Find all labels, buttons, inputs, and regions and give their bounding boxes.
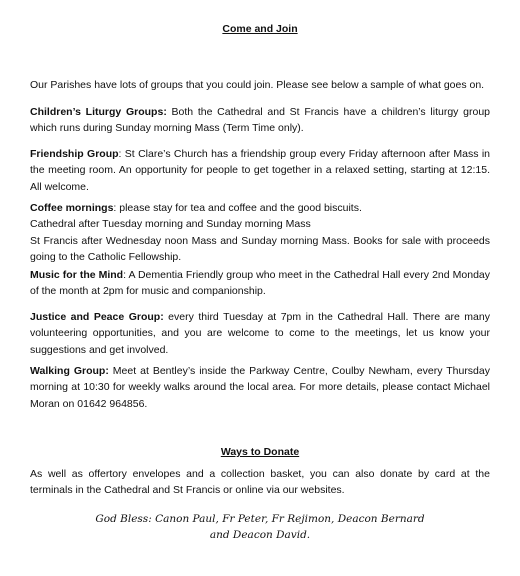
ways-to-donate-title: Ways to Donate xyxy=(220,446,300,458)
donate-paragraph: As well as offertory envelopes and a collection basket, you can also donate by card at the terminals in the Cathedral and St Francis or online via our websites. xyxy=(30,468,490,497)
music-for-the-mind-paragraph xyxy=(30,267,490,300)
coffee-line-cathedral: Cathedral after Tuesday morning and Sunday morning Mass xyxy=(30,218,311,231)
childrens-liturgy-paragraph xyxy=(30,104,490,137)
coffee-line-st-francis: St Francis after Wednesday noon Mass and Sunday morning Mass. Books for sale with proceeds going to the Catholic Fellowship. xyxy=(30,234,490,264)
justice-and-peace-paragraph xyxy=(30,309,490,358)
group-text: Meet at Bentley’s inside the Parkway Centre, Coulby Newham, every Thursday morning at 10:30 for weekly walks around the local area. For more details, please contact Michael Moran on 01642 964856. xyxy=(30,365,490,410)
group-label: Walking Group: xyxy=(30,365,109,377)
blessing-line-2: and Deacon David. xyxy=(209,529,311,541)
group-text: : St Clare’s Church has a friendship group every Friday afternoon after Mass in the meeting room. An opportunity for people to get together in a relaxed setting, starting at 12:15. All welcome. xyxy=(30,148,490,193)
group-label: Friendship Group xyxy=(30,148,119,160)
blessing-line-1: God Bless: Canon Paul, Fr Peter, Fr Rejimon, Deacon Bernard xyxy=(95,513,425,525)
group-text: : please stay for tea and coffee and the good biscuits. xyxy=(113,202,362,214)
group-text: Both the Cathedral and St Francis have a children’s liturgy group which runs during Sunday morning Mass (Term Time only). xyxy=(30,106,490,135)
coffee-mornings-paragraph xyxy=(30,200,490,266)
group-text: : A Dementia Friendly group who meet in the Cathedral Hall every 2nd Monday of the month at 2pm for music and companionship. xyxy=(30,269,490,298)
walking-group-paragraph xyxy=(30,363,490,412)
group-label: Children’s Liturgy Groups: xyxy=(30,106,167,118)
intro-paragraph: Our Parishes have lots of groups that you could join. Please see below a sample of what goes on. xyxy=(30,79,485,91)
group-label: Justice and Peace Group: xyxy=(30,311,164,323)
group-label: Coffee mornings xyxy=(30,202,114,214)
group-text: every third Tuesday at 7pm in the Cathedral Hall. There are many volunteering opportunities, and you are welcome to come to the meetings, let us know your suggestions and get involved. xyxy=(30,311,490,356)
friendship-group-paragraph xyxy=(30,146,490,195)
come-and-join-title: Come and Join xyxy=(222,23,298,35)
group-label: Music for the Mind xyxy=(30,269,124,281)
